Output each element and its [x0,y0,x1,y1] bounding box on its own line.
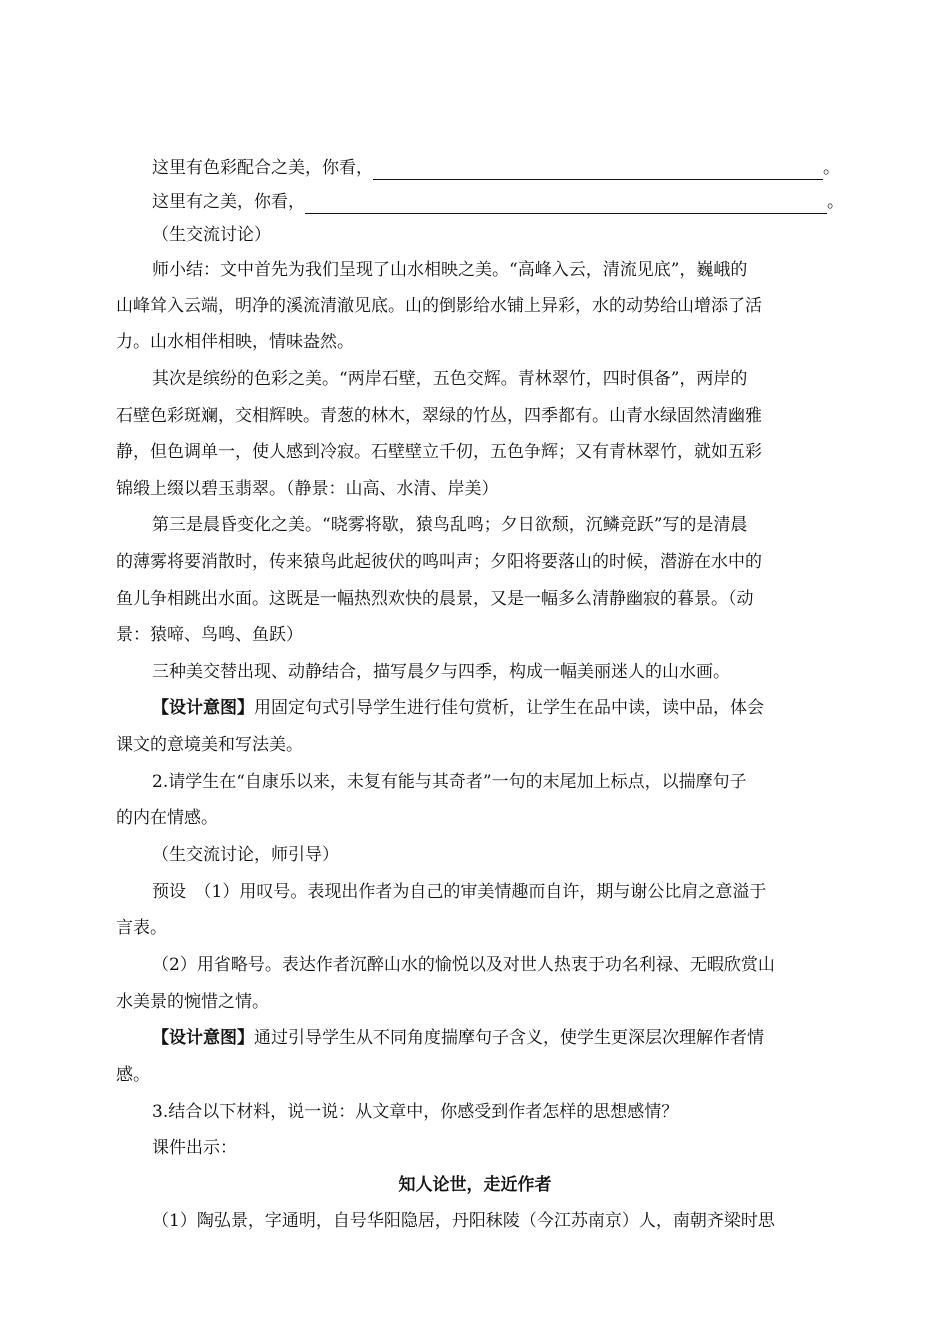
design-intent-text: 用固定句式引导学生进行佳句赏析，让学生在品中读，读中品，体会 [254,698,764,718]
paragraph-line: 的内在情感。 [116,808,218,828]
section-subtitle: 知人论世，走近作者 [398,1175,552,1195]
design-intent-1 [152,696,764,720]
paragraph-line: 锦缎上缀以碧玉翡翠。（静景：山高、水清、岸美） [116,479,499,499]
paragraph-line: 的薄雾将要消散时，传来猿鸟此起彼伏的鸣叫声；夕阳将要落山的时候，潜游在水中的 [116,552,762,572]
question-2: 2.请学生在“自康乐以来，未复有能与其奇者”一句的末尾加上标点，以揣摩句子 [152,772,747,792]
paragraph-line: 课文的意境美和写法美。 [116,735,303,755]
design-intent-2 [152,1026,764,1050]
fill-in-end-1: 。 [823,158,840,178]
fill-in-line-1 [152,156,892,180]
fill-in-blank-1[interactable] [373,159,823,180]
paragraph-line: 言表。 [116,918,167,938]
paragraph-line: （生交流讨论，师引导） [152,845,339,865]
paragraph-line: 石壁色彩斑斓，交相辉映。青葱的林木，翠绿的竹丛，四季都有。山青水绿固然清幽雅 [116,406,762,426]
preset-line: （2）用省略号。表达作者沉醉山水的愉悦以及对世人热衷于功名利禄、无暇欣赏山 [152,955,775,975]
paragraph-line: 感。 [116,1065,150,1085]
paragraph-line: 力。山水相伴相映，情味盎然。 [116,332,354,352]
paragraph-line: 其次是缤纷的色彩之美。“两岸石壁，五色交辉。青林翠竹，四时俱备”，两岸的 [152,369,748,389]
paragraph-line: 三种美交替出现、动静结合，描写晨夕与四季，构成一幅美丽迷人的山水画。 [152,662,730,682]
design-intent-label: 【设计意图】 [152,1028,254,1048]
paragraph-line: 鱼儿争相跳出水面。这既是一幅热烈欢快的晨景，又是一幅多么清静幽寂的暮景。（动 [116,589,754,609]
fill-in-prefix-2: 这里有之美，你看， [152,192,305,212]
design-intent-label: 【设计意图】 [152,698,254,718]
paragraph-line: 第三是晨昏变化之美。“晓雾将歇，猿鸟乱鸣；夕日欲颓，沉鳞竞跃”写的是清晨 [152,515,748,535]
preset-line: 预设 （1）用叹号。表现出作者为自己的审美情趣而自许，期与谢公比肩之意溢于 [152,882,767,902]
paragraph-line: 水美景的惋惜之情。 [116,992,269,1012]
fill-in-end-2: 。 [827,192,844,212]
list-item: （1）陶弘景，字通明，自号华阳隐居，丹阳秣陵（今江苏南京）人，南朝齐梁时思 [152,1211,775,1231]
paragraph-line: 静，但色调单一，使人感到冷寂。石壁壁立千仞，五色争辉；又有青林翠竹，就如五彩 [116,442,762,462]
design-intent-text: 通过引导学生从不同角度揣摩句子含义，使学生更深层次理解作者情 [254,1028,764,1048]
paragraph-line: 山峰耸入云端，明净的溪流清澈见底。山的倒影给水铺上异彩，水的动势给山增添了活 [116,296,762,316]
paragraph-line: 课件出示： [152,1138,237,1158]
paragraph-line: 景：猿啼、鸟鸣、鱼跃） [116,625,303,645]
fill-in-prefix-1: 这里有色彩配合之美，你看， [152,158,373,178]
fill-in-blank-2[interactable] [305,193,827,214]
paragraph-line: （生交流讨论） [152,225,271,245]
fill-in-line-2 [152,190,892,214]
question-3: 3.结合以下材料，说一说：从文章中，你感受到作者怎样的思想感情？ [152,1102,679,1122]
paragraph-line: 师小结：文中首先为我们呈现了山水相映之美。“高峰入云，清流见底”，巍峨的 [152,260,748,280]
